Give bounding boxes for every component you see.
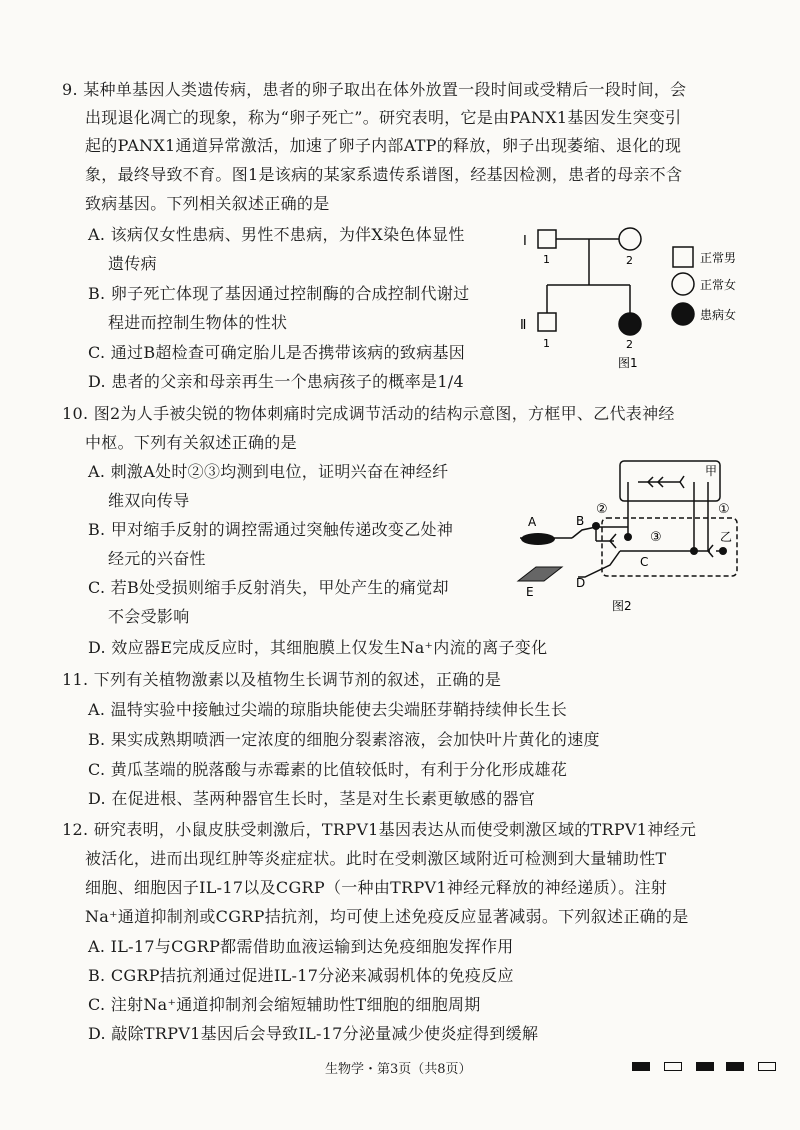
q11-option-d: D. 在促进根、茎两种器官生长时，茎是对生长素更敏感的器官 — [88, 789, 536, 808]
generation-I-label: Ⅰ — [523, 234, 527, 249]
q9-option-d: D. 患者的父亲和母亲再生一个患病孩子的概率是1/4 — [88, 372, 464, 391]
legend-affected-female-label: 患病女 — [700, 308, 737, 322]
q9-option-a-line2: 遗传病 — [108, 254, 157, 273]
q12-line4: Na⁺通道抑制剂或CGRP拮抗剂，均可使上述免疫反应显著减弱。下列叙述正确的是 — [85, 907, 689, 926]
footer-mark-filled-3 — [726, 1062, 744, 1071]
q10-option-b-line2: 经元的兴奋性 — [108, 549, 206, 568]
q12-option-c: C. 注射Na⁺通道抑制剂会缩短辅助性T细胞的细胞周期 — [88, 995, 481, 1014]
footer-mark-filled-1 — [632, 1062, 650, 1071]
pedigree-II1-number: 1 — [543, 337, 550, 350]
footer-mark-outline-1 — [664, 1062, 682, 1071]
q9-line4: 象，最终导致不育。图1是该病的某家系遗传系谱图，经基因检测，患者的母亲不含 — [85, 165, 683, 184]
q9-line1: 9. 某种单基因人类遗传病，患者的卵子取出在体外放置一段时间或受精后一段时间，会 — [62, 80, 687, 99]
pedigree-figure — [505, 195, 790, 375]
figure-2-caption: 图2 — [612, 599, 632, 613]
legend-normal-female-symbol — [672, 273, 694, 295]
label-b: B — [576, 514, 585, 528]
label-e: E — [526, 585, 534, 599]
q9-line5: 致病基因。下列相关叙述正确的是 — [85, 194, 330, 213]
pedigree-II1-normal-male — [538, 313, 556, 331]
q10-line1: 10. 图2为人手被尖锐的物体刺痛时完成调节活动的结构示意图，方框甲、乙代表神经 — [62, 404, 675, 423]
q12-option-a: A. IL-17与CGRP都需借助血液运输到达免疫细胞发挥作用 — [88, 937, 514, 956]
legend-normal-female-label: 正常女 — [700, 278, 737, 292]
label-d: D — [576, 576, 586, 590]
marker-3: ③ — [650, 530, 662, 545]
q10-line2: 中枢。下列有关叙述正确的是 — [85, 433, 297, 452]
q10-option-b-line1: B. 甲对缩手反射的调控需通过突触传递改变乙处神 — [88, 520, 454, 539]
legend-affected-female-symbol — [672, 303, 694, 325]
q12-line2: 被活化，进而出现红肿等炎症症状。此时在受刺激区域附近可检测到大量辅助性T — [85, 849, 667, 868]
pedigree-I1-normal-male — [538, 230, 556, 248]
effector-e-shape — [518, 567, 562, 581]
reflex-arc-figure — [510, 455, 780, 620]
q12-option-b: B. CGRP拮抗剂通过促进IL-17分泌来减弱机体的免疫反应 — [88, 966, 514, 985]
page-footer: 生物学・第3页（共8页） — [325, 1062, 472, 1077]
legend-normal-male-label: 正常男 — [700, 251, 737, 265]
q11-option-b: B. 果实成熟期喷洒一定浓度的细胞分裂素溶液，会加快叶片黄化的速度 — [88, 730, 600, 749]
marker-2: ② — [596, 502, 608, 517]
footer-mark-outline-2 — [758, 1062, 776, 1071]
q10-option-d: D. 效应器E完成反应时，其细胞膜上仅发生Na⁺内流的离子变化 — [88, 638, 548, 657]
pedigree-I2-number: 2 — [626, 254, 633, 267]
q10-option-c-line1: C. 若B处受损则缩手反射消失，甲处产生的痛觉却 — [88, 578, 449, 597]
q10-option-c-line2: 不会受影响 — [108, 607, 190, 626]
receptor-a-shape — [521, 533, 555, 545]
marker-1: ① — [718, 502, 730, 517]
q9-line3: 起的PANX1通道异常激活，加速了卵子内部ATP的释放，卵子出现萎缩、退化的现 — [85, 136, 682, 155]
legend-normal-male-symbol — [673, 247, 693, 267]
q12-line1: 12. 研究表明，小鼠皮肤受刺激后，TRPV1基因表达从而使受刺激区域的TRPV1神经元 — [62, 820, 697, 839]
q10-option-a-line1: A. 刺激A处时②③均测到电位，证明兴奋在神经纤 — [88, 462, 449, 481]
q9-option-b-line1: B. 卵子死亡体现了基因通过控制酶的合成控制代谢过 — [88, 284, 470, 303]
q11-option-a: A. 温特实验中接触过尖端的琼脂块能使去尖端胚芽鞘持续伸长生长 — [88, 700, 568, 719]
pedigree-II2-number: 2 — [626, 338, 633, 351]
q11-option-c: C. 黄瓜茎端的脱落酸与赤霉素的比值较低时，有利于分化形成雄花 — [88, 760, 568, 779]
q9-option-c: C. 通过B超检查可确定胎儿是否携带该病的致病基因 — [88, 343, 466, 362]
q9-option-a-line1: A. 该病仅女性患病、男性不患病，为伴X染色体显性 — [88, 225, 465, 244]
label-yi: 乙 — [720, 530, 733, 544]
q12-option-d: D. 敲除TRPV1基因后会导致IL-17分泌量减少使炎症得到缓解 — [88, 1024, 539, 1043]
label-c: C — [640, 555, 649, 569]
pedigree-I2-normal-female — [619, 228, 641, 250]
pedigree-II2-affected-female — [619, 313, 641, 335]
label-jia: 甲 — [705, 464, 718, 478]
footer-mark-filled-2 — [696, 1062, 714, 1071]
q11-line1: 11. 下列有关植物激素以及植物生长调节剂的叙述，正确的是 — [62, 670, 502, 689]
q12-line3: 细胞、细胞因子IL-17以及CGRP（一种由TRPV1神经元释放的神经递质）。注射 — [85, 878, 668, 897]
q9-option-b-line2: 程进而控制生物体的性状 — [108, 313, 288, 332]
pedigree-I1-number: 1 — [543, 253, 550, 266]
q10-option-a-line2: 维双向传导 — [108, 491, 190, 510]
label-a: A — [528, 515, 537, 529]
figure-1-caption: 图1 — [618, 356, 638, 370]
q9-line2: 出现退化凋亡的现象，称为“卵子死亡”。研究表明，它是由PANX1基因发生突变引 — [85, 108, 682, 127]
generation-II-label: Ⅱ — [520, 318, 527, 333]
